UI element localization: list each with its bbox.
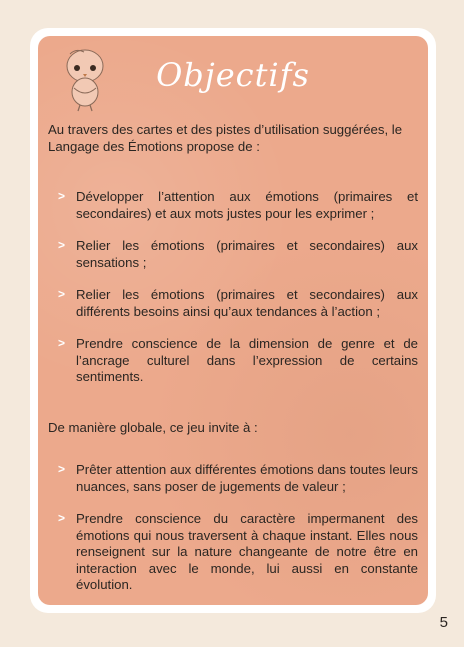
page-title: Objectifs — [156, 56, 310, 94]
list-item-text: Prêter attention aux différentes émotions dans toutes leurs nuances, sans poser de jugements de valeur ; — [76, 462, 418, 494]
arrow-right-icon: > — [58, 336, 66, 350]
list-item-text: Relier les émotions (primaires et secondaires) aux sensations ; — [76, 238, 418, 270]
arrow-right-icon: > — [58, 189, 66, 203]
list-item-text: Développer l’attention aux émotions (primaires et secondaires) et aux mots justes pour les exprimer ; — [76, 189, 418, 221]
list-item — [48, 189, 418, 222]
arrow-right-icon: > — [58, 287, 66, 301]
intro2-paragraph: De manière globale, ce jeu invite à : — [48, 419, 258, 435]
intro-paragraph: Au travers des cartes et des pistes d’utilisation suggérées, le Langage des Émotions propose de : — [48, 122, 403, 154]
list-item — [48, 462, 418, 495]
list-item — [48, 238, 418, 271]
invitations-list — [48, 462, 418, 594]
arrow-right-icon: > — [58, 511, 66, 525]
content-card — [30, 28, 436, 613]
list-item — [48, 511, 418, 594]
content — [48, 122, 418, 610]
list-item — [48, 287, 418, 320]
arrow-right-icon: > — [58, 462, 66, 476]
list-item-text: Prendre conscience de la dimension de genre et de l’ancrage culturel dans l’expression de certains sentiments. — [76, 336, 418, 384]
list-item — [48, 336, 418, 386]
list-item-text: Relier les émotions (primaires et secondaires) aux différents besoins ainsi qu’aux tendances à l’action ; — [76, 287, 418, 319]
page-number: 5 — [439, 614, 448, 631]
card-inner — [38, 36, 428, 605]
objectives-list — [48, 189, 418, 386]
arrow-right-icon: > — [58, 238, 66, 252]
list-item-text: Prendre conscience du caractère impermanent des émotions qui nous traversent à chaque instant. Elles nous renseignent sur la nature changeante de notre être en interaction avec le monde, lui aussi en constante évolution. — [76, 511, 418, 592]
